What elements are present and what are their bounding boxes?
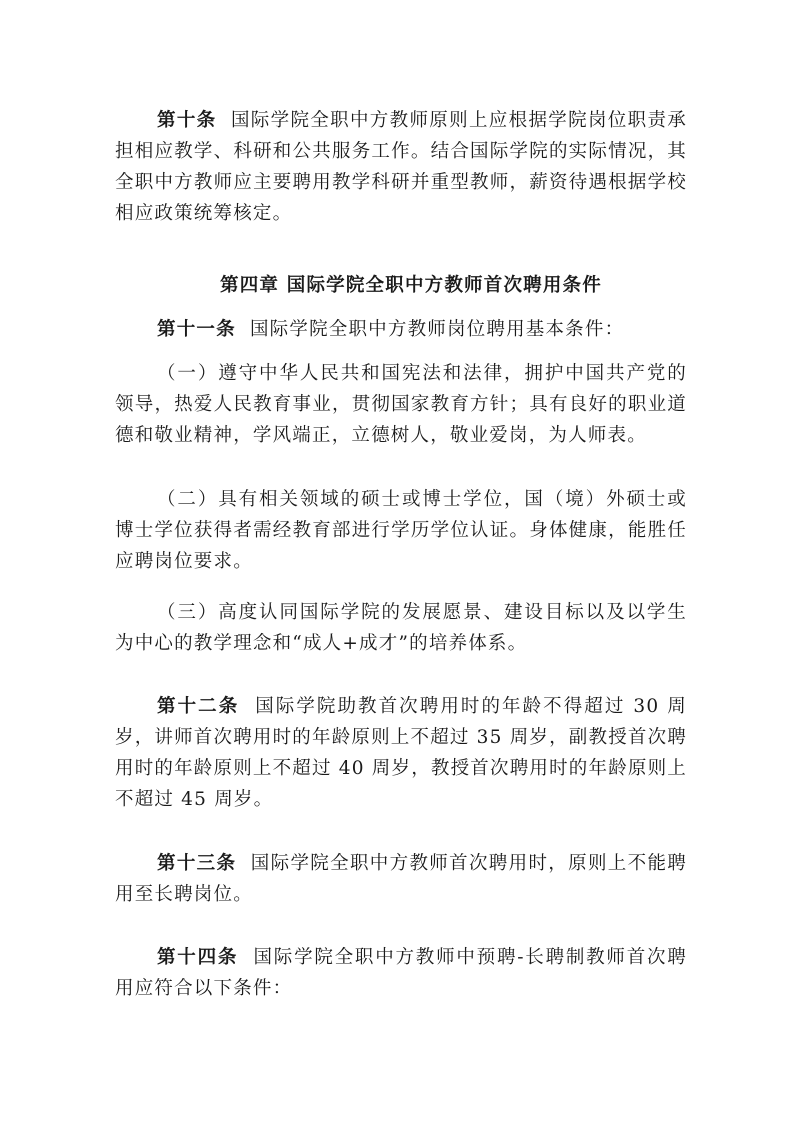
article-12 xyxy=(115,691,687,815)
article-14 xyxy=(115,942,687,1004)
article-13-label: 第十三条 xyxy=(157,853,237,874)
article-11 xyxy=(115,314,687,345)
article-10-label: 第十条 xyxy=(157,110,217,131)
article-10 xyxy=(115,105,687,229)
article-14-text: 国际学院全职中方教师中预聘-长聘制教师首次聘用应符合以下条件： xyxy=(115,947,687,999)
article-11-item-2: （二）具有相关领域的硕士或博士学位，国（境）外硕士或博士学位获得者需经教育部进行学历学位认证。身体健康，能胜任应聘岗位要求。 xyxy=(115,489,687,572)
article-11-label: 第十一条 xyxy=(157,319,236,340)
article-12-label: 第十二条 xyxy=(157,696,240,717)
article-10-text: 国际学院全职中方教师原则上应根据学院岗位职责承担相应教学、科研和公共服务工作。结合国际学院的实际情况，其全职中方教师应主要聘用教学科研并重型教师，薪资待遇根据学校相应政策统筹核定。 xyxy=(115,110,687,224)
article-11-text: 国际学院全职中方教师岗位聘用基本条件： xyxy=(249,319,625,340)
article-11-item-1: （一）遵守中华人民共和国宪法和法律，拥护中国共产党的领导，热爱人民教育事业，贯彻国家教育方针；具有良好的职业道德和敬业精神，学风端正，立德树人，敬业爱岗，为人师表。 xyxy=(115,363,687,446)
article-14-label: 第十四条 xyxy=(157,947,239,968)
article-13-text: 国际学院全职中方教师首次聘用时，原则上不能聘用至长聘岗位。 xyxy=(115,853,687,905)
article-11-item-3: （三）高度认同国际学院的发展愿景、建设目标以及以学生为中心的教学理念和“成人+成才”的培养体系。 xyxy=(115,602,687,654)
article-13 xyxy=(115,848,687,910)
article-12-text: 国际学院助教首次聘用时的年龄不得超过 30 周岁，讲师首次聘用时的年龄原则上不超过 35 周岁，副教授首次聘用时的年龄原则上不超过 40 周岁，教授首次聘用时的年龄原则上不超过 45 周岁。 xyxy=(115,696,688,810)
chapter-heading: 第四章 国际学院全职中方教师首次聘用条件 xyxy=(220,275,602,296)
